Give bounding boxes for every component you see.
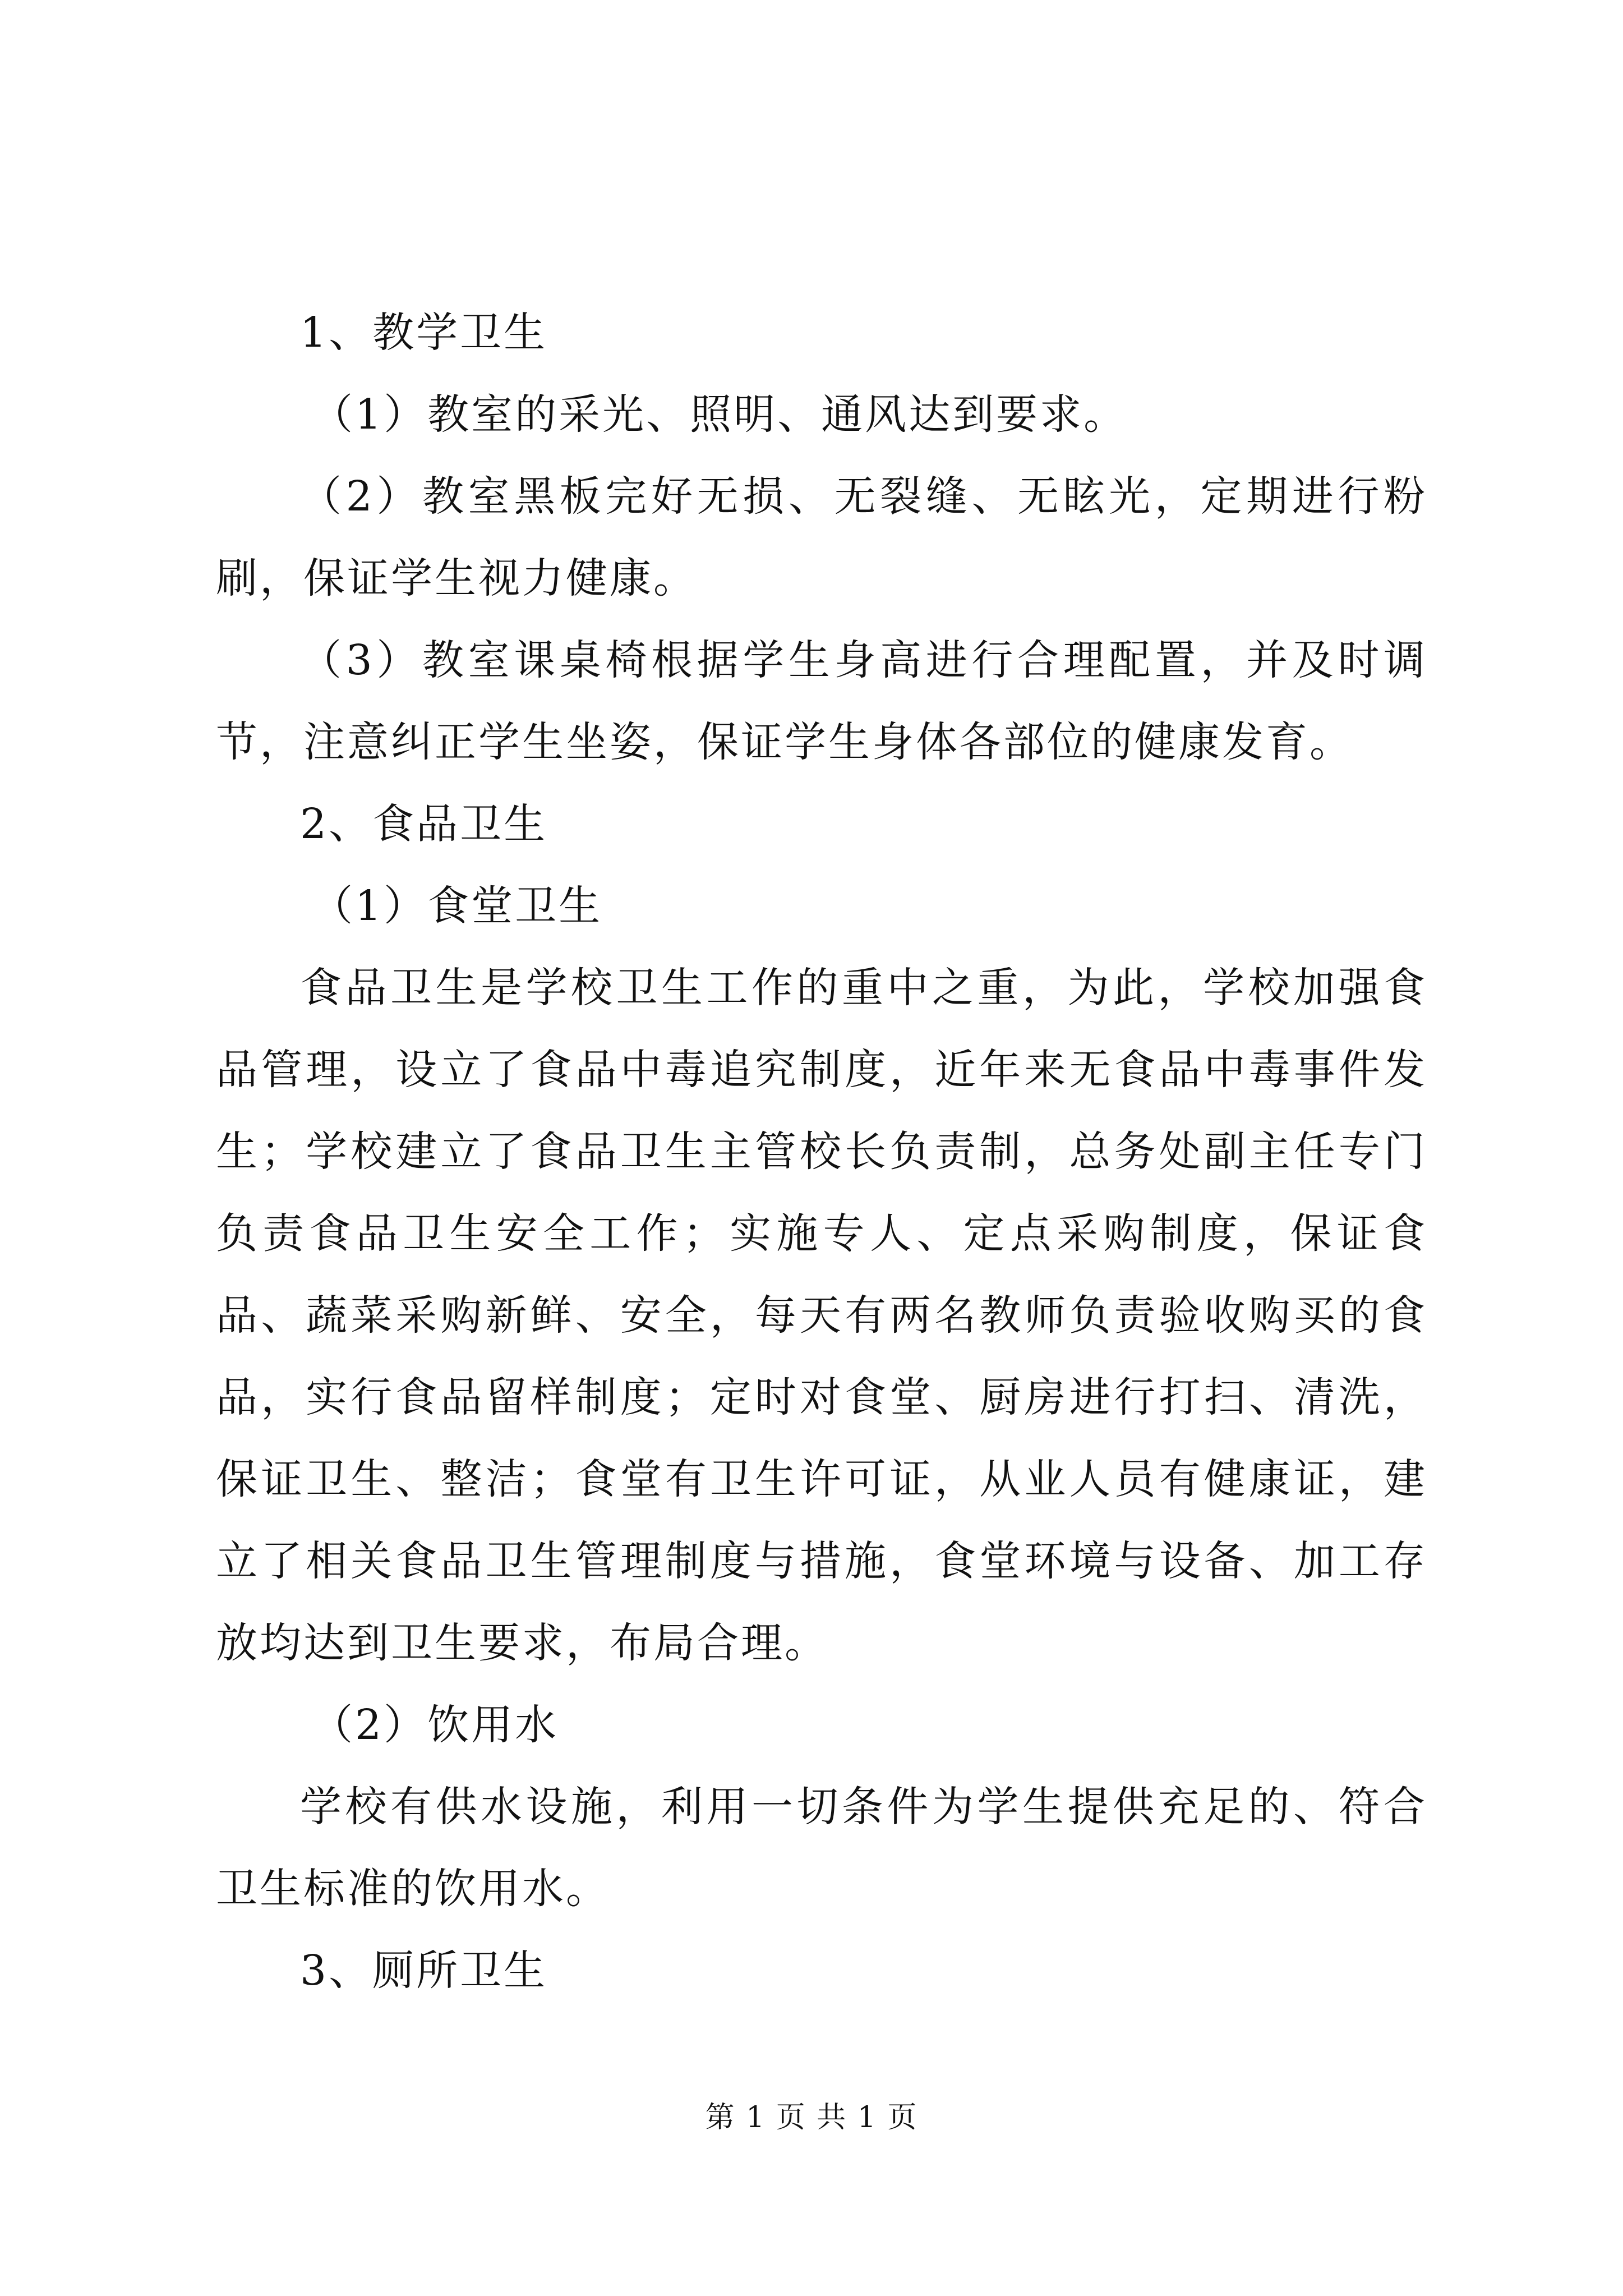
section-heading-food-hygiene: 2、食品卫生 [300, 800, 548, 848]
item-desks-chairs: （3）教室课桌椅根据学生身高进行合理配置，并及时调节，注意纠正学生坐姿，保证学生身体各部位的健康发育。 [216, 636, 1427, 766]
document-body [216, 292, 1427, 2012]
item-blackboard: （2）教室黑板完好无损、无裂缝、无眩光，定期进行粉刷，保证学生视力健康。 [216, 472, 1427, 602]
section-heading-teaching-hygiene: 1、教学卫生 [300, 309, 548, 357]
paragraph-drinking-water: 学校有供水设施，利用一切条件为学生提供充足的、符合卫生标准的饮用水。 [216, 1783, 1427, 1913]
paragraph-food-hygiene: 食品卫生是学校卫生工作的重中之重，为此，学校加强食品管理，设立了食品中毒追究制度，近年来无食品中毒事件发生；学校建立了食品卫生主管校长负责制，总务处副主任专门负责食品卫生安全工作；实施专人、定点采购制度，保证食品、蔬菜采购新鲜、安全，每天有两名教师负责验收购买的食品，实行食品留样制度；定时对食堂、厨房进行打扫、清洗，保证卫生、整洁；食堂有卫生许可证，从业人员有健康证，建立了相关食品卫生管理制度与措施，食堂环境与设备、加工存放均达到卫生要求，布局合理。 [216, 964, 1427, 1667]
item-canteen-hygiene: （1）食堂卫生 [311, 882, 603, 930]
item-drinking-water: （2）饮用水 [311, 1701, 559, 1749]
section-heading-toilet-hygiene: 3、厕所卫生 [300, 1947, 548, 1995]
item-classroom-lighting: （1）教室的采光、照明、通风达到要求。 [311, 390, 1128, 439]
page-number-footer: 第 1 页 共 1 页 [705, 2101, 918, 2134]
